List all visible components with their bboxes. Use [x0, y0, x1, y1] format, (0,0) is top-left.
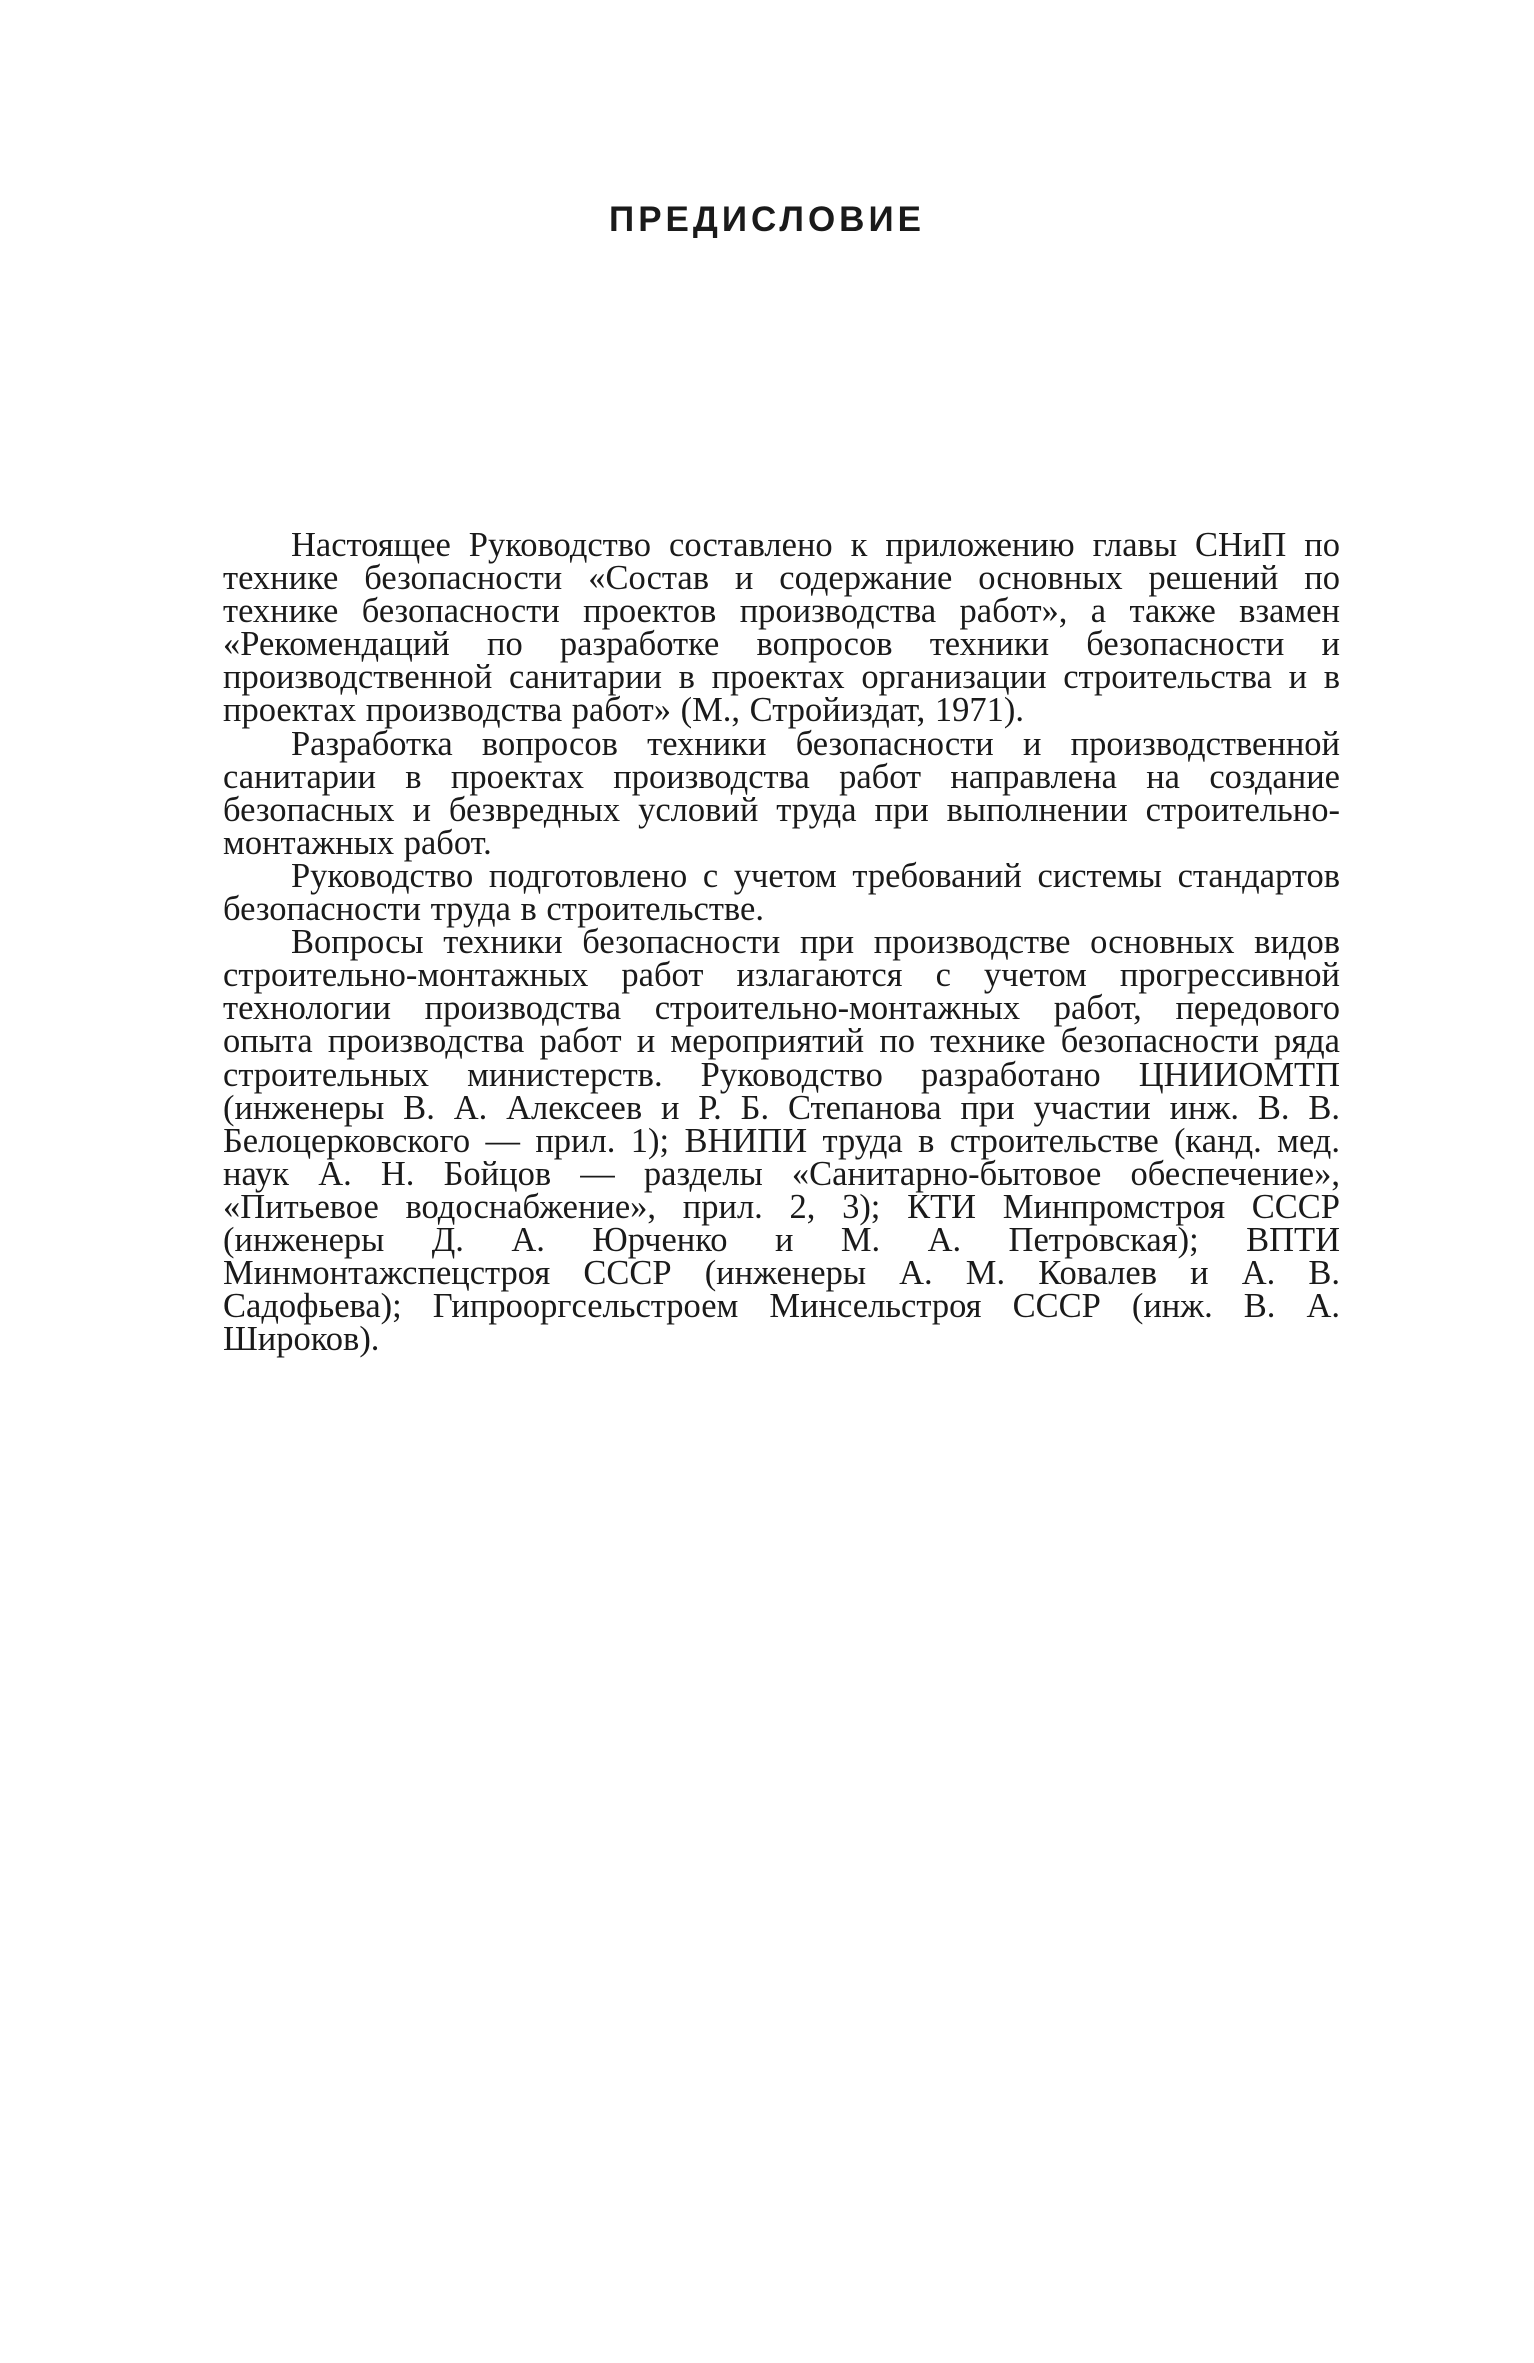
preface-body [223, 526, 1340, 1359]
paragraph-intro: Настоящее Руководство составлено к приложению главы СНиП по технике безопасности «Состав и содержание основных решений по технике безопасности проектов производства работ», а также взамен «Рекомендаций по разработке вопросов техники безопасности и производственной санитарии в проектах организации строительства и в проектах производства работ» (М., Стройиздат, 1971). [223, 526, 1340, 730]
paragraph-authors: Вопросы техники безопасности при производстве основных видов строительно-монтажных работ излагаются с учетом прогрессивной технологии производства строительно-монтажных работ, передового опыта производства работ и мероприятий по технике безопасности ряда строительных министерств. Руководство разработано ЦНИИОМТП (инженеры В. А. Алексеев и Р. Б. Степанова при участии инж. В. В. Белоцерковского — прил. 1); ВНИПИ труда в строительстве (канд. мед. наук А. Н. Бойцов — разделы «Санитарно-бытовое обеспечение», «Питьевое водоснабжение», прил. 2, 3); КТИ Минпромстроя СССР (инженеры Д. А. Юрченко и М. А. Петровская); ВПТИ Минмонтажспецстроя СССР (инженеры А. М. Ковалев и А. В. Садофьева); Гипрооргсельстроем Минсельстроя СССР (инж. В. А. Широков). [223, 923, 1340, 1359]
page-title: ПРЕДИСЛОВИЕ [609, 200, 925, 239]
paragraph-standards: Руководство подготовлено с учетом требований системы стандартов безопасности труда в строительстве. [223, 856, 1340, 929]
paragraph-purpose: Разработка вопросов техники безопасности и производственной санитарии в проектах производства работ направлена на создание безопасных и безвредных условий труда при выполнении строительно-монтажных работ. [223, 724, 1340, 862]
